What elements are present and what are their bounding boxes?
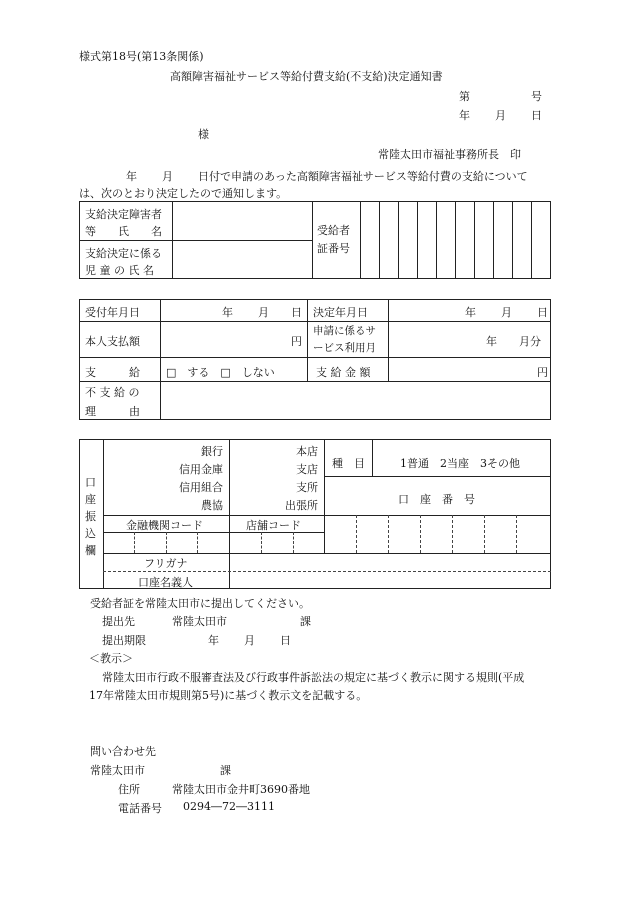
address-value: 常陸太田市金井町3690番地 [172,783,310,796]
intro-month: 月 [162,170,173,183]
bank-type-bank: 銀行 [201,445,223,458]
submit-to-label: 提出先 [102,615,135,628]
cert-number-label-2: 証番号 [317,242,350,255]
deadline-year: 年 [208,634,219,647]
branch-type-shiten: 支店 [296,463,318,476]
address-label: 住所 [118,783,140,796]
decision-year: 年 [465,306,476,319]
bank-type-kumiai: 信用組合 [179,481,223,494]
contact-heading: 問い合わせ先 [90,745,156,758]
branch-type-honten: 本店 [296,445,318,458]
bank-code-label: 金融機関コード [126,519,203,532]
payment-amount-yen: 円 [537,366,548,379]
date-year: 年 [459,109,470,122]
deadline-month: 月 [244,634,255,647]
side-label-char-3: 振 [85,510,96,523]
recipient-name-label: 支給決定障害者 [85,208,162,221]
received-date-label: 受付年月日 [85,306,140,319]
side-label-char-1: 口 [85,476,96,489]
decision-month: 月 [501,306,512,319]
decision-day: 日 [537,306,548,319]
payment-amount-label: 支 給 金 額 [316,366,371,379]
decision-date-label: 決定年月日 [313,306,368,319]
intro-line2: は、次のとおり決定したので通知します。 [79,187,288,200]
account-holder-label: 口座名義人 [138,576,193,589]
branch-type-shutchosho: 出張所 [285,499,318,512]
branch-type-shisho: 支所 [296,481,318,494]
instruction-line-1: 常陸太田市行政不服審査法及び行政事件訴訟法の規定に基づく教示に関する規則(平成 [102,671,525,684]
self-pay-label: 本人支払額 [85,335,140,348]
received-day: 日 [291,306,302,319]
submit-to-city: 常陸太田市 [172,615,227,628]
furigana-label: フリガナ [144,557,188,570]
account-type-values: 1普通 2当座 3その他 [400,457,520,470]
deadline-label: 提出期限 [102,634,146,647]
contact-city: 常陸太田市 [90,764,145,777]
doc-number-go: 号 [531,90,542,103]
submit-note: 受給者証を常陸太田市に提出してください。 [90,597,310,610]
service-month-label: 申請に係るサ [313,325,376,337]
doc-number-dai: 第 [459,90,470,103]
side-label-char-5: 欄 [85,544,96,557]
instruction-line-2: 17年常陸太田市規則第5号)に基づく教示文を記載する。 [89,689,368,702]
contact-ka: 課 [220,764,231,777]
child-name-label-2: 児 童 の 氏 名 [85,264,154,277]
payment-checkboxes[interactable]: □ する □ しない [166,366,275,379]
instruction-heading: ＜教示＞ [89,652,133,665]
date-month: 月 [495,109,506,122]
received-year: 年 [222,306,233,319]
account-type-label: 種 目 [332,457,365,470]
refusal-reason-label: 不 支 給 の [85,386,140,399]
form-number: 様式第18号(第13条関係) [79,50,204,63]
document-title: 高額障害福祉サービス等給付費支給(不支給)決定通知書 [170,70,443,83]
intro-year: 年 [126,170,137,183]
deadline-day: 日 [280,634,291,647]
phone-value: 0294―72―3111 [183,800,275,813]
intro-line1: 日付で申請のあった高額障害福祉サービス等給付費の支給について [198,170,528,183]
account-number-label: 口 座 番 号 [398,493,475,506]
refusal-reason-label-2: 理 由 [85,405,140,418]
self-pay-yen: 円 [291,335,302,348]
date-day: 日 [531,109,542,122]
bank-type-shinkin: 信用金庫 [179,463,223,476]
addressee-sama: 様 [198,128,209,141]
child-name-label: 支給決定に係る [85,247,162,260]
bank-type-nokyo: 農協 [201,499,223,512]
service-year-month: 年 月分 [486,335,541,348]
branch-code-label: 店舗コード [246,519,301,532]
cert-number-label: 受給者 [317,224,350,237]
phone-label: 電話番号 [118,802,162,815]
payment-label: 支 給 [85,366,140,379]
received-month: 月 [258,306,269,319]
service-month-label-2: ービス利用月 [313,342,376,354]
submit-to-ka: 課 [300,615,311,628]
side-label-char-2: 座 [85,493,96,506]
recipient-name-label-2: 等 氏 名 [85,225,162,238]
issuer: 常陸太田市福祉事務所長 印 [378,148,521,161]
side-label-char-4: 込 [85,527,96,540]
